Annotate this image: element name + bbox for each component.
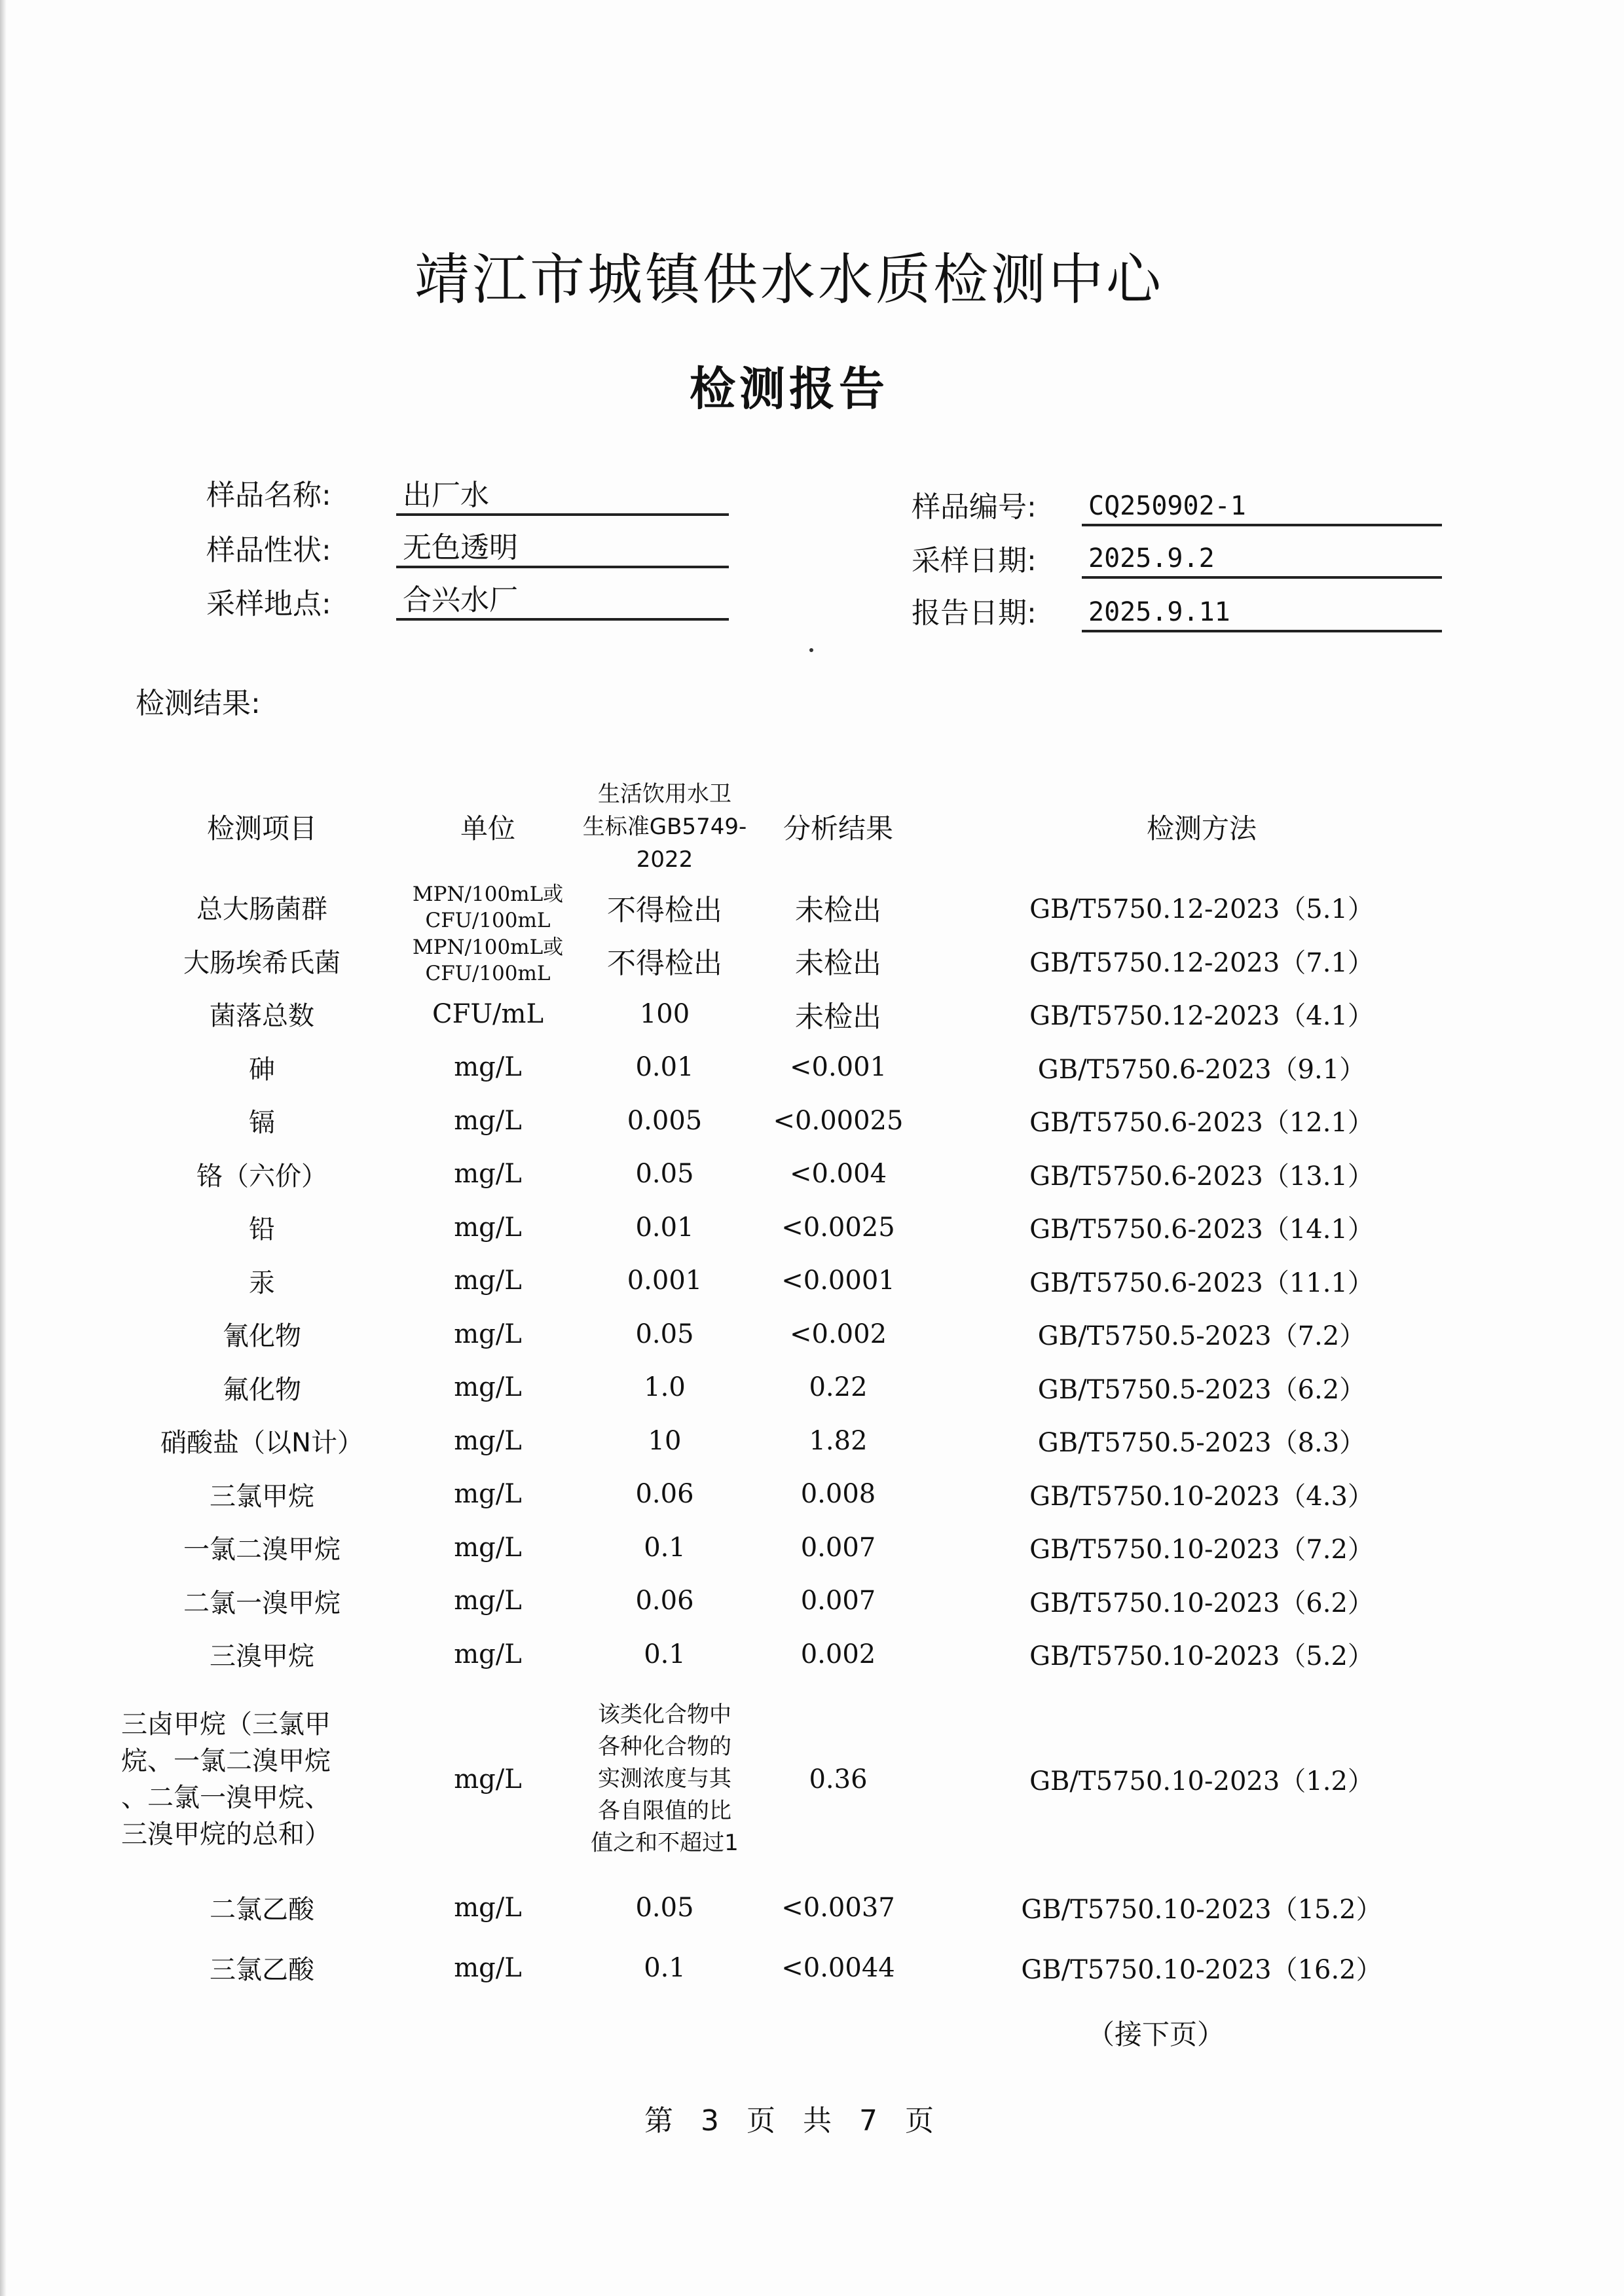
unit-cell: CFU/mL [432, 998, 544, 1029]
item-line: 三卤甲烷（三氯甲 [121, 1709, 331, 1740]
result-cell: 未检出 [795, 1000, 881, 1034]
standard-cell: 0.05 [635, 1892, 694, 1923]
standard-line: 值之和不超过1 [591, 1830, 739, 1856]
result-cell: <0.002 [789, 1319, 887, 1349]
page-current: 3 [701, 2104, 719, 2138]
table-row [121, 1575, 1483, 1628]
table-row [121, 1521, 1483, 1575]
standard-cell: 0.001 [627, 1266, 703, 1296]
unit-cell: mg/L [454, 1952, 522, 1983]
result-cell: 0.008 [800, 1479, 876, 1510]
unit-cell: mg/L [454, 1892, 522, 1923]
unit-cell: mg/L [454, 1372, 522, 1403]
item-line: 烷、一氯二溴甲烷 [121, 1745, 331, 1776]
standard-cell: 1.0 [644, 1372, 686, 1403]
method-cell: GB/T5750.10-2023（7.2） [1029, 1535, 1374, 1565]
unit-line: CFU/100mL [425, 908, 551, 932]
item-cell: 硝酸盐（以N计） [160, 1428, 363, 1459]
method-cell: GB/T5750.10-2023（4.3） [1029, 1481, 1374, 1512]
result-cell: <0.00025 [773, 1105, 904, 1136]
result-cell: <0.0001 [781, 1266, 895, 1296]
method-cell: GB/T5750.6-2023（13.1） [1029, 1161, 1374, 1192]
standard-cell: 0.01 [635, 1052, 694, 1083]
unit-line: CFU/100mL [425, 962, 551, 986]
page-prefix: 第 [644, 2104, 673, 2138]
item-cell: 汞 [249, 1267, 275, 1298]
item-cell: 二氯一溴甲烷 [183, 1588, 341, 1618]
item-line: 三溴甲烷的总和） [121, 1819, 331, 1850]
method-cell: GB/T5750.5-2023（8.3） [1037, 1428, 1366, 1459]
standard-cell: 100 [639, 998, 690, 1029]
unit-cell: mg/L [454, 1425, 522, 1456]
item-cell: 大肠埃希氏菌 [183, 947, 341, 978]
item-cell: 菌落总数 [210, 1001, 314, 1032]
standard-cell: 0.1 [644, 1532, 686, 1563]
standard-cell: 不得检出 [607, 893, 722, 927]
method-cell: GB/T5750.10-2023（6.2） [1029, 1588, 1374, 1618]
item-cell: 三溴甲烷 [210, 1641, 314, 1672]
table-row [121, 1681, 1483, 1878]
table-row [121, 1628, 1483, 1681]
sampling-date-value: 2025.9.2 [1082, 538, 1442, 579]
page-number-footer [0, 2097, 1578, 2139]
organization-title: 靖江市城镇供水水质检测中心 [414, 247, 1164, 312]
item-cell: 总大肠菌群 [196, 894, 327, 925]
scan-speck [809, 648, 813, 652]
method-cell: GB/T5750.6-2023（11.1） [1029, 1267, 1374, 1298]
item-line: 、二氯一溴甲烷、 [121, 1782, 331, 1813]
unit-cell: mg/L [454, 1266, 522, 1296]
result-cell: <0.0025 [781, 1212, 895, 1243]
standard-cell: 0.06 [635, 1479, 694, 1510]
unit-cell: mg/L [454, 1532, 522, 1563]
item-cell: 一氯二溴甲烷 [183, 1535, 341, 1565]
header-standard [573, 773, 756, 881]
header-unit: 单位 [460, 812, 515, 845]
unit-cell: mg/L [454, 1212, 522, 1243]
table-row [121, 881, 1483, 934]
unit-cell: mg/L [454, 1052, 522, 1083]
item-cell: 镉 [249, 1108, 275, 1139]
unit-cell: mg/L [454, 1586, 522, 1616]
result-cell: 未检出 [795, 947, 881, 981]
page-total: 7 [859, 2104, 877, 2138]
item-cell [121, 1681, 403, 1878]
method-cell: GB/T5750.10-2023（5.2） [1029, 1641, 1374, 1672]
table-row [121, 1938, 1483, 1998]
unit-cell [403, 881, 573, 934]
sample-state-value: 无色透明 [396, 528, 729, 568]
table-row [121, 1254, 1483, 1308]
sample-name-value: 出厂水 [396, 475, 729, 516]
unit-cell: mg/L [454, 1479, 522, 1510]
method-cell: GB/T5750.5-2023（6.2） [1037, 1374, 1366, 1405]
table-row [121, 934, 1483, 988]
report-title: 检测报告 [690, 362, 889, 416]
sample-number-value: CQ250902-1 [1082, 486, 1442, 526]
sample-state-label: 样品性状: [206, 534, 331, 567]
header-method: 检测方法 [1146, 812, 1257, 845]
result-cell: 1.82 [809, 1425, 868, 1456]
standard-line: 各种化合物的 [598, 1734, 731, 1760]
standard-cell [573, 1681, 756, 1878]
method-cell: GB/T5750.6-2023（14.1） [1029, 1214, 1374, 1245]
item-cell: 三氯乙酸 [210, 1955, 314, 1985]
standard-cell: 0.1 [644, 1952, 686, 1983]
report-date-label: 报告日期: [912, 596, 1037, 630]
item-cell: 二氯乙酸 [210, 1895, 314, 1925]
table-row [121, 1041, 1483, 1095]
result-cell: 0.36 [809, 1764, 868, 1795]
sampling-location-label: 采样地点: [206, 587, 331, 621]
unit-cell: mg/L [454, 1159, 522, 1190]
standard-cell: 0.1 [644, 1639, 686, 1669]
table-row [121, 1148, 1483, 1201]
standard-cell: 0.05 [635, 1319, 694, 1349]
sampling-date-label: 采样日期: [912, 544, 1037, 577]
result-cell: 0.007 [800, 1532, 876, 1563]
continued-note: （接下页） [1087, 2018, 1225, 2050]
method-cell: GB/T5750.12-2023（7.1） [1029, 947, 1374, 978]
standard-cell: 0.01 [635, 1212, 694, 1243]
item-cell: 砷 [249, 1054, 275, 1085]
result-cell: 0.22 [809, 1372, 868, 1403]
header-standard-line: 2022 [636, 846, 693, 873]
standard-cell: 0.005 [627, 1105, 703, 1136]
method-cell: GB/T5750.6-2023（12.1） [1029, 1108, 1374, 1139]
scan-edge-shadow [0, 0, 7, 2296]
page-total-prefix: 共 [803, 2104, 832, 2138]
method-cell: GB/T5750.12-2023（5.1） [1029, 894, 1374, 925]
sample-number-label: 样品编号: [912, 490, 1037, 524]
table-row [121, 1414, 1483, 1468]
table-row [121, 987, 1483, 1041]
page-suffix: 页 [905, 2104, 934, 2138]
result-cell: <0.0037 [781, 1892, 895, 1923]
unit-cell: mg/L [454, 1319, 522, 1349]
table-row [121, 1094, 1483, 1148]
sampling-location-value: 合兴水厂 [396, 580, 729, 621]
table-row [121, 1878, 1483, 1938]
results-heading: 检测结果: [136, 687, 261, 720]
item-cell: 氰化物 [223, 1321, 301, 1352]
unit-cell [403, 934, 573, 988]
standard-line: 各自限值的比 [598, 1798, 731, 1824]
standard-line: 该类化合物中 [598, 1702, 731, 1728]
header-standard-line: 生活饮用水卫 [598, 780, 731, 807]
standard-cell: 0.06 [635, 1586, 694, 1616]
result-cell: 0.007 [800, 1586, 876, 1616]
unit-cell: mg/L [454, 1764, 522, 1795]
header-result: 分析结果 [783, 812, 893, 845]
header-item: 检测项目 [206, 812, 317, 845]
table-header-row [121, 773, 1483, 881]
unit-line: MPN/100mL或 [412, 882, 564, 906]
method-cell: GB/T5750.5-2023（7.2） [1037, 1321, 1366, 1352]
method-cell: GB/T5750.6-2023（9.1） [1037, 1054, 1366, 1085]
standard-cell: 10 [648, 1425, 682, 1456]
unit-cell: mg/L [454, 1639, 522, 1669]
method-cell: GB/T5750.10-2023（15.2） [1021, 1895, 1382, 1925]
unit-line: MPN/100mL或 [412, 936, 564, 960]
method-cell: GB/T5750.12-2023（4.1） [1029, 1001, 1374, 1032]
item-cell: 铅 [249, 1214, 275, 1245]
standard-line: 实测浓度与其 [598, 1766, 731, 1792]
result-cell: <0.0044 [781, 1952, 895, 1983]
table-row [121, 1201, 1483, 1254]
results-table [121, 773, 1483, 1998]
standard-cell: 不得检出 [607, 947, 722, 981]
result-cell: 0.002 [800, 1639, 876, 1669]
table-row [121, 1361, 1483, 1415]
method-cell: GB/T5750.10-2023（16.2） [1021, 1955, 1382, 1985]
page-mid: 页 [747, 2104, 775, 2138]
standard-cell: 0.05 [635, 1159, 694, 1190]
result-cell: <0.001 [789, 1052, 887, 1083]
header-standard-line: 生标准GB5749- [582, 813, 747, 840]
sample-name-label: 样品名称: [206, 479, 331, 512]
table-row [121, 1307, 1483, 1361]
result-cell: <0.004 [789, 1159, 887, 1190]
item-cell: 氟化物 [223, 1374, 301, 1405]
report-date-value: 2025.9.11 [1082, 592, 1442, 632]
table-row [121, 1468, 1483, 1522]
item-cell: 铬（六价） [196, 1161, 327, 1192]
unit-cell: mg/L [454, 1105, 522, 1136]
item-cell: 三氯甲烷 [210, 1481, 314, 1512]
method-cell: GB/T5750.10-2023（1.2） [1029, 1766, 1374, 1796]
result-cell: 未检出 [795, 893, 881, 927]
